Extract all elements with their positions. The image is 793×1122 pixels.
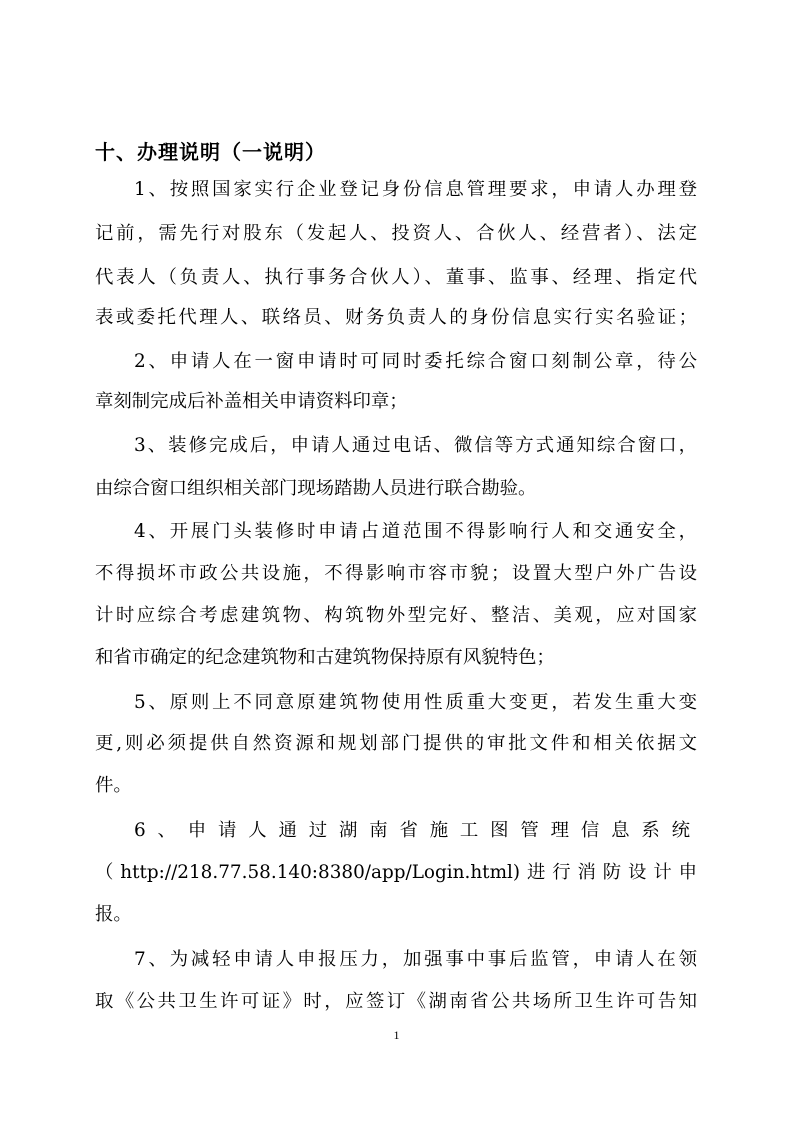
paragraph-4-line-1: 4、开展门头装修时申请占道范围不得影响行人和交通安全， [134,521,697,542]
paragraph-7-line-2: 取《公共卫生许可证》时，应签订《湖南省公共场所卫生许可告知 [95,991,697,1012]
paragraph-6-line-3: 报。 [95,904,132,925]
paragraph-1-line-3: 代表人（负责人、执行事务合伙人）、董事、监事、经理、指定代 [95,267,697,288]
paragraph-6-line-2: （http://218.77.58.140:8380/app/Login.html)进行消防设计申 [95,862,697,883]
section-heading: 十、办理说明（一说明） [95,140,326,164]
paragraph-5-line-3: 件。 [95,775,132,796]
paragraph-2-line-1: 2、申请人在一窗申请时可同时委托综合窗口刻制公章，待公 [134,351,697,372]
paragraph-4-line-4: 和省市确定的纪念建筑物和古建筑物保持原有风貌特色； [95,647,555,668]
paragraph-3-line-2: 由综合窗口组织相关部门现场踏勘人员进行联合勘验。 [95,478,537,499]
paragraph-3-line-1: 3、装修完成后，申请人通过电话、微信等方式通知综合窗口， [134,435,697,456]
paragraph-7-line-1: 7、为减轻申请人申报压力，加强事中事后监管，申请人在领 [134,949,697,970]
paragraph-6-line-1: 6、申请人通过湖南省施工图管理信息系统 [134,820,697,841]
paragraph-5-line-1: 5、原则上不同意原建筑物使用性质重大变更，若发生重大变 [134,692,697,713]
paragraph-5-line-2: 更,则必须提供自然资源和规划部门提供的审批文件和相关依据文 [95,733,697,754]
paragraph-1-line-4: 表或委托代理人、联络员、财务负责人的身份信息实行实名验证； [95,307,697,328]
paragraph-1-line-1: 1、按照国家实行企业登记身份信息管理要求，申请人办理登 [134,179,697,200]
paragraph-1-line-2: 记前，需先行对股东（发起人、投资人、合伙人、经营者）、法定 [95,223,697,244]
paragraph-4-line-3: 计时应综合考虑建筑物、构筑物外型完好、整洁、美观，应对国家 [95,605,697,626]
page-number: 1 [393,1028,400,1042]
paragraph-4-line-2: 不得损坏市政公共设施，不得影响市容市貌；设置大型户外广告设 [95,563,697,584]
paragraph-2-line-2: 章刻制完成后补盖相关申请资料印章； [95,391,408,412]
